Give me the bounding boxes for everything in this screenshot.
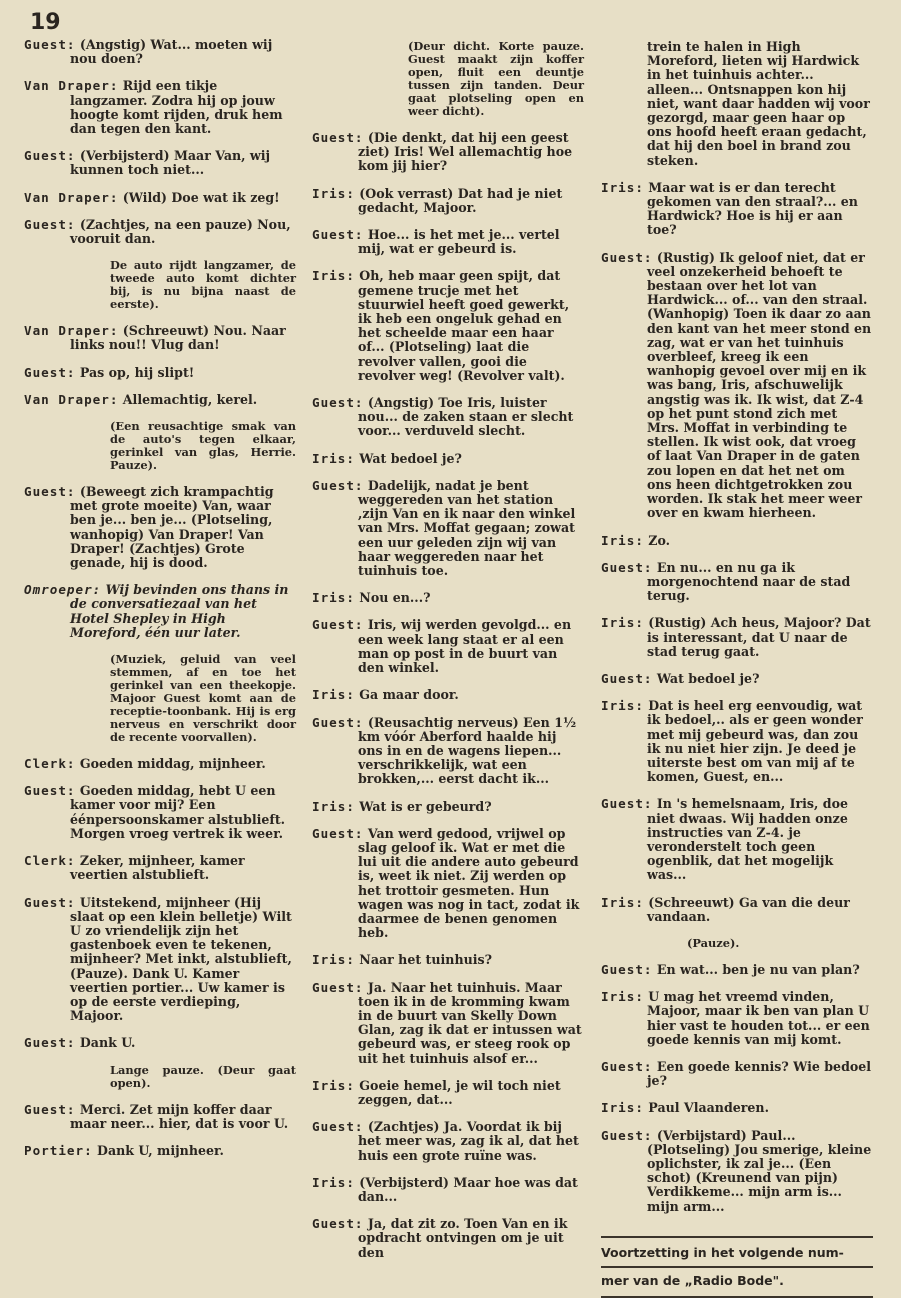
dialogue-line: [312, 1079, 584, 1107]
speaker-name: Guest:: [601, 961, 653, 977]
page-number: 19: [30, 10, 61, 35]
dialogue-line: [24, 149, 296, 177]
speaker-name: Guest:: [601, 1127, 653, 1143]
dialogue-line: [312, 452, 584, 466]
dialogue-line: [24, 366, 296, 380]
speaker-name: Guest:: [24, 37, 76, 52]
line-text: Dank U, mijnheer.: [92, 1142, 224, 1158]
line-text: Van werd gedood, vrijwel op slag geloof ik. Wat er met die lui uit die andere auto gebeurd is, weet ik niet. Zij werden op het trottoir gesmeten. Hun wagen was nog in tact, zodat ik daarmee de benen genomen heb.: [358, 825, 580, 941]
speaker-name: Van Draper:: [24, 323, 119, 339]
speaker-name: Omroeper:: [24, 582, 102, 598]
line-text: Wij bevinden ons thans in de conversatiezaal van het Hotel Shepley in High Moreford, één uur later.: [70, 582, 289, 640]
dialogue-line: [312, 1217, 584, 1260]
dialogue-line: [601, 1060, 873, 1088]
speaker-name: Guest:: [312, 825, 364, 841]
speaker-name: Guest:: [312, 130, 364, 145]
dialogue-line: [601, 963, 873, 977]
dialogue-line: [24, 79, 296, 136]
dialogue-line: [24, 485, 296, 570]
speaker-name: Clerk:: [24, 853, 76, 869]
dialogue-line: [24, 784, 296, 841]
dialogue-line: [24, 757, 296, 771]
dialogue-line: [601, 1129, 873, 1214]
line-text: (Schreeuwt) Ga van die deur vandaan.: [643, 894, 850, 924]
dialogue-line: [24, 896, 296, 1024]
speaker-name: Guest:: [601, 670, 653, 686]
stage-direction: Lange pauze. (Deur gaat open).: [110, 1062, 296, 1090]
dialogue-line: [24, 393, 296, 407]
line-text: (Rustig) Ach heus, Majoor? Dat is interessant, dat U naar de stad terug gaat.: [643, 615, 871, 659]
dialogue-line: [312, 269, 584, 383]
line-text: Rijd een tikje langzamer. Zodra hij op jouw hoogte komt rijden, druk hem dan tegen den kant.: [70, 78, 283, 137]
dialogue-line: [601, 896, 873, 924]
stage-direction: (Deur dicht. Korte pauze. Guest maakt zijn koffer open, fluit een deuntje tussen zijn tanden. Deur gaat plotseling open en weer dicht).: [408, 39, 584, 118]
line-text: Pas op, hij slipt!: [75, 364, 195, 380]
dialogue-line: [312, 131, 584, 174]
line-text: (Verbijstard) Paul... (Plotseling) Jou smerige, kleine oplichster, ik zal je... (Een schot) (Kreunend van pijn) Verdikkeme... mijn arm is... mijn arm...: [647, 1127, 872, 1214]
speaker-name: Iris:: [601, 1100, 644, 1116]
dialogue-line: [601, 672, 873, 686]
dialogue-line: [312, 618, 584, 675]
line-text: (Rustig) Ik geloof niet, dat er veel onzekerheid behoeft te bestaan over het lot van Hardwick... of... van den straal. (Wanhopig) Toen ik daar zo aan den kant van het meer stond en zag, wat er van het tuinhuis overbleef, kreeg ik een wanhopig gevoel over mij en ik was bang, Iris, afschuwelijk angstig was ik. Ik wist, dat Z-4 op het punt stond zich met Mrs. Moffat in verbinding te stellen. Ik wist ook, dat vroeg of laat Van Draper in de gaten zou lopen en dat het net om ons heen dichtgetrokken zou worden. Ik stak het meer weer over en kwam hierheen.: [647, 249, 872, 521]
line-text: Goeden middag, hebt U een kamer voor mij? Een éénpersoonskamer alstublieft. Morgen vroeg vertrek ik weer.: [70, 783, 286, 841]
speaker-name: Guest:: [24, 783, 76, 799]
stage-direction: (Muziek, geluid van veel stemmen, af en toe het gerinkel van een theekopje. Majoor Guest komt aan de receptie-toonbank. Hij is erg nerveus en verschrikt door de recente voorvallen).: [110, 652, 296, 745]
stage-direction: (Een reusachtige smak van de auto's tegen elkaar, gerinkel van glas, Herrie. Pauze).: [110, 419, 296, 473]
speaker-name: Iris:: [312, 798, 355, 814]
line-text: Iris, wij werden gevolgd... en een week lang staat er al een man op post in de buurt van den winkel.: [358, 617, 572, 676]
speaker-name: Iris:: [312, 1174, 355, 1190]
line-text: (Angstig) Wat... moeten wij nou doen?: [70, 37, 273, 67]
line-text: En wat... ben je nu van plan?: [652, 961, 860, 977]
dialogue-line: [24, 218, 296, 246]
dialogue-line: [312, 688, 584, 702]
line-text: Uitstekend, mijnheer (Hij slaat op een klein belletje) Wilt U zo vriendelijk zijn het gastenboek even te tekenen, mijnheer? Met inkt, alstublieft, (Pauze). Dank U. Kamer veertien portier... Uw kamer is op de eerste verdieping, Majoor.: [70, 894, 292, 1024]
dialogue-line: [24, 324, 296, 352]
dialogue-line: [601, 990, 873, 1047]
line-text: Hoe... is het met je... vertel mij, wat er gebeurd is.: [358, 227, 560, 257]
dialogue-line: [601, 699, 873, 784]
line-text: (Wild) Doe wat ik zeg!: [118, 189, 280, 205]
dialogue-line: [312, 981, 584, 1066]
line-text: Goeden middag, mijnheer.: [75, 756, 266, 772]
line-text: (Die denkt, dat hij een geest ziet) Iris! Wel allemachtig hoe kom jij hier?: [358, 130, 573, 174]
line-text: Dadelijk, nadat je bent weggereden van het station ,zijn Van en ik naar den winkel van Mrs. Moffat gegaan; zowat een uur geleden zijn wij van haar weggereden naar het tuinhuis toe.: [358, 477, 576, 579]
line-text: (Verbijsterd) Maar Van, wij kunnen toch niet...: [70, 148, 271, 178]
speaker-name: Iris:: [601, 615, 644, 631]
speaker-name: Iris:: [312, 1077, 355, 1093]
line-text: (Zachtjes) Ja. Voordat ik bij het meer was, zag ik al, dat het huis een grote ruïne was.: [358, 1119, 579, 1163]
dialogue-line: [24, 38, 296, 66]
speaker-name: Guest:: [312, 714, 364, 730]
line-text: Paul Vlaanderen.: [643, 1100, 769, 1116]
dialogue-line: [312, 800, 584, 814]
line-text: U mag het vreemd vinden, Majoor, maar ik ben van plan U hier vast te houden tot... er een goede kennis van mij komt.: [643, 989, 870, 1047]
speaker-name: Iris:: [601, 894, 644, 910]
speaker-name: Guest:: [24, 148, 76, 164]
line-text: Ja, dat zit zo. Toen Van en ik opdracht ontvingen om je uit den: [358, 1216, 568, 1260]
speaker-name: Guest:: [24, 1101, 76, 1117]
line-text: Maar wat is er dan terecht gekomen van den straal?... en Hardwick? Hoe is hij er aan toe?: [643, 179, 858, 238]
dialogue-line: [312, 187, 584, 215]
line-text: In 's hemelsnaam, Iris, doe niet dwaas. Wij hadden onze instructies van Z-4. je veronderstelt toch geen ogenblik, dat het mogelijk was...: [647, 796, 848, 883]
dialogue-line: [24, 1103, 296, 1131]
speaker-name: Guest:: [601, 559, 653, 575]
dialogue-line: [312, 827, 584, 941]
dialogue-line: [312, 716, 584, 787]
line-text: (Zachtjes, na een pauze) Nou, vooruit dan.: [70, 216, 291, 247]
announcer-line: [24, 583, 296, 640]
line-text: (Reusachtig nerveus) Een 1½ km vóór Aberford haalde hij ons in en de wagens liepen... verschrikkelijk, wat een brokken,... eerst dacht ik...: [358, 714, 577, 787]
dialogue-line: [24, 854, 296, 882]
speaker-name: Guest:: [24, 216, 76, 232]
speaker-name: Van Draper:: [24, 391, 119, 407]
line-text: Ja. Naar het tuinhuis. Maar toen ik in de kromming kwam in de buurt van Skelly Down Glan, zag ik dat er intussen wat gebeurd was, er steeg rook op uit het tuinhuis alsof er...: [358, 979, 582, 1066]
dialogue-line: [601, 1101, 873, 1115]
line-text: Merci. Zet mijn koffer daar maar neer... hier, dat is voor U.: [70, 1101, 289, 1131]
speaker-name: Guest:: [601, 796, 653, 812]
stage-direction: De auto rijdt langzamer, de tweede auto komt dichter bij, is nu bijna naast de eerste).: [110, 258, 296, 312]
speaker-name: Guest:: [312, 477, 364, 493]
dialogue-line: [312, 1176, 584, 1204]
line-text: Goeie hemel, je wil toch niet zeggen, dat...: [354, 1077, 561, 1107]
dialogue-line: [312, 1120, 584, 1163]
speaker-name: Guest:: [312, 1216, 364, 1232]
dialogue-continuation: trein te halen in High Moreford, lieten wij Hardwick in het tuinhuis achter... alleen... Ontsnappen kon hij niet, want daar hadden wij voor gezorgd, maar geen haar op ons hoofd heeft eraan gedacht, dat hij den boel in brand zou steken.: [647, 39, 870, 168]
dialogue-line: [24, 191, 296, 205]
speaker-name: Portier:: [24, 1142, 93, 1158]
line-text: (Schreeuwt) Nou. Naar links nou!! Vlug dan!: [70, 323, 286, 353]
continuation-notice: [601, 1236, 873, 1298]
speaker-name: Iris:: [312, 687, 355, 703]
line-text: Dank U.: [75, 1035, 136, 1051]
dialogue-line: [312, 591, 584, 605]
dialogue-line: [601, 616, 873, 659]
speaker-name: Guest:: [24, 1035, 76, 1051]
line-text: Allemachtig, kerel.: [118, 391, 258, 407]
speaker-name: Guest:: [24, 484, 76, 500]
line-text: Een goede kennis? Wie bedoel je?: [647, 1058, 872, 1089]
dialogue-line: [312, 953, 584, 967]
speaker-name: Guest:: [601, 1058, 653, 1074]
line-text: (Beweegt zich krampachtig met grote moeite) Van, waar ben je... ben je... (Plotseling, wanhopig) Van Draper! Van Draper! (Zachtjes) Grote genade, hij is dood.: [70, 484, 274, 571]
speaker-name: Clerk:: [24, 756, 76, 772]
line-text: (Ook verrast) Dat had je niet gedacht, Majoor.: [354, 185, 563, 215]
speaker-name: Iris:: [312, 952, 355, 968]
speaker-name: Van Draper:: [24, 189, 119, 205]
dialogue-line: [312, 396, 584, 439]
speaker-name: Guest:: [24, 894, 76, 910]
dialogue-line: [312, 228, 584, 256]
line-text: Zo.: [643, 532, 671, 548]
line-text: (Angstig) Toe Iris, luister nou... de zaken staan er slecht voor... verduveld slecht.: [358, 395, 574, 439]
continuation-line-2: mer van de „Radio Bode".: [601, 1266, 873, 1294]
line-text: Nou en...?: [354, 590, 431, 606]
stage-direction: (Pauze).: [687, 935, 740, 950]
line-text: Wat bedoel je?: [652, 670, 760, 686]
speaker-name: Guest:: [312, 979, 364, 995]
speaker-name: Iris:: [601, 698, 644, 714]
speaker-name: Guest:: [601, 249, 653, 265]
dialogue-line: [24, 1036, 296, 1050]
dialogue-line: [601, 181, 873, 238]
speaker-name: Iris:: [312, 185, 355, 201]
column-2: [312, 40, 584, 1273]
dialogue-line: [601, 251, 873, 521]
speaker-name: Guest:: [24, 364, 76, 380]
line-text: Ga maar door.: [354, 687, 459, 703]
column-1: [24, 38, 296, 1171]
speaker-name: Iris:: [312, 590, 355, 606]
speaker-name: Guest:: [312, 617, 364, 633]
speaker-name: Van Draper:: [24, 78, 119, 94]
line-text: En nu... en nu ga ik morgenochtend naar de stad terug.: [647, 559, 851, 604]
speaker-name: Guest:: [312, 1119, 364, 1135]
dialogue-line: [312, 479, 584, 578]
speaker-name: Guest:: [312, 227, 364, 243]
column-3: [601, 40, 873, 1298]
continuation-line-1: Voortzetting in het volgende num-: [601, 1244, 844, 1260]
dialogue-line: [601, 534, 873, 548]
line-text: Wat bedoel je?: [354, 450, 462, 466]
dialogue-line: [601, 797, 873, 882]
line-text: (Verbijsterd) Maar hoe was dat dan...: [354, 1174, 578, 1204]
dialogue-line: [601, 561, 873, 604]
speaker-name: Iris:: [312, 450, 355, 466]
line-text: Oh, heb maar geen spijt, dat gemene trucje met het stuurwiel heeft goed gewerkt, ik heb een ongeluk gehad en het scheelde maar een haar of... (Plotseling) laat die revolver vallen, gooi die revolver weg! (Revolver valt).: [354, 268, 570, 383]
dialogue-line: [24, 1144, 296, 1158]
speaker-name: Iris:: [312, 268, 355, 284]
speaker-name: Guest:: [312, 395, 364, 411]
speaker-name: Iris:: [601, 179, 644, 195]
line-text: Zeker, mijnheer, kamer veertien alstublieft.: [70, 853, 245, 883]
line-text: Dat is heel erg eenvoudig, wat ik bedoel,.. als er geen wonder met mij gebeurd was, dan zou ik nu niet hier zijn. Je deed je uiterste best om van mij af te komen, Guest, en...: [643, 698, 863, 785]
line-text: Naar het tuinhuis?: [354, 952, 493, 968]
speaker-name: Iris:: [601, 532, 644, 548]
speaker-name: Iris:: [601, 989, 644, 1005]
line-text: Wat is er gebeurd?: [354, 798, 492, 814]
